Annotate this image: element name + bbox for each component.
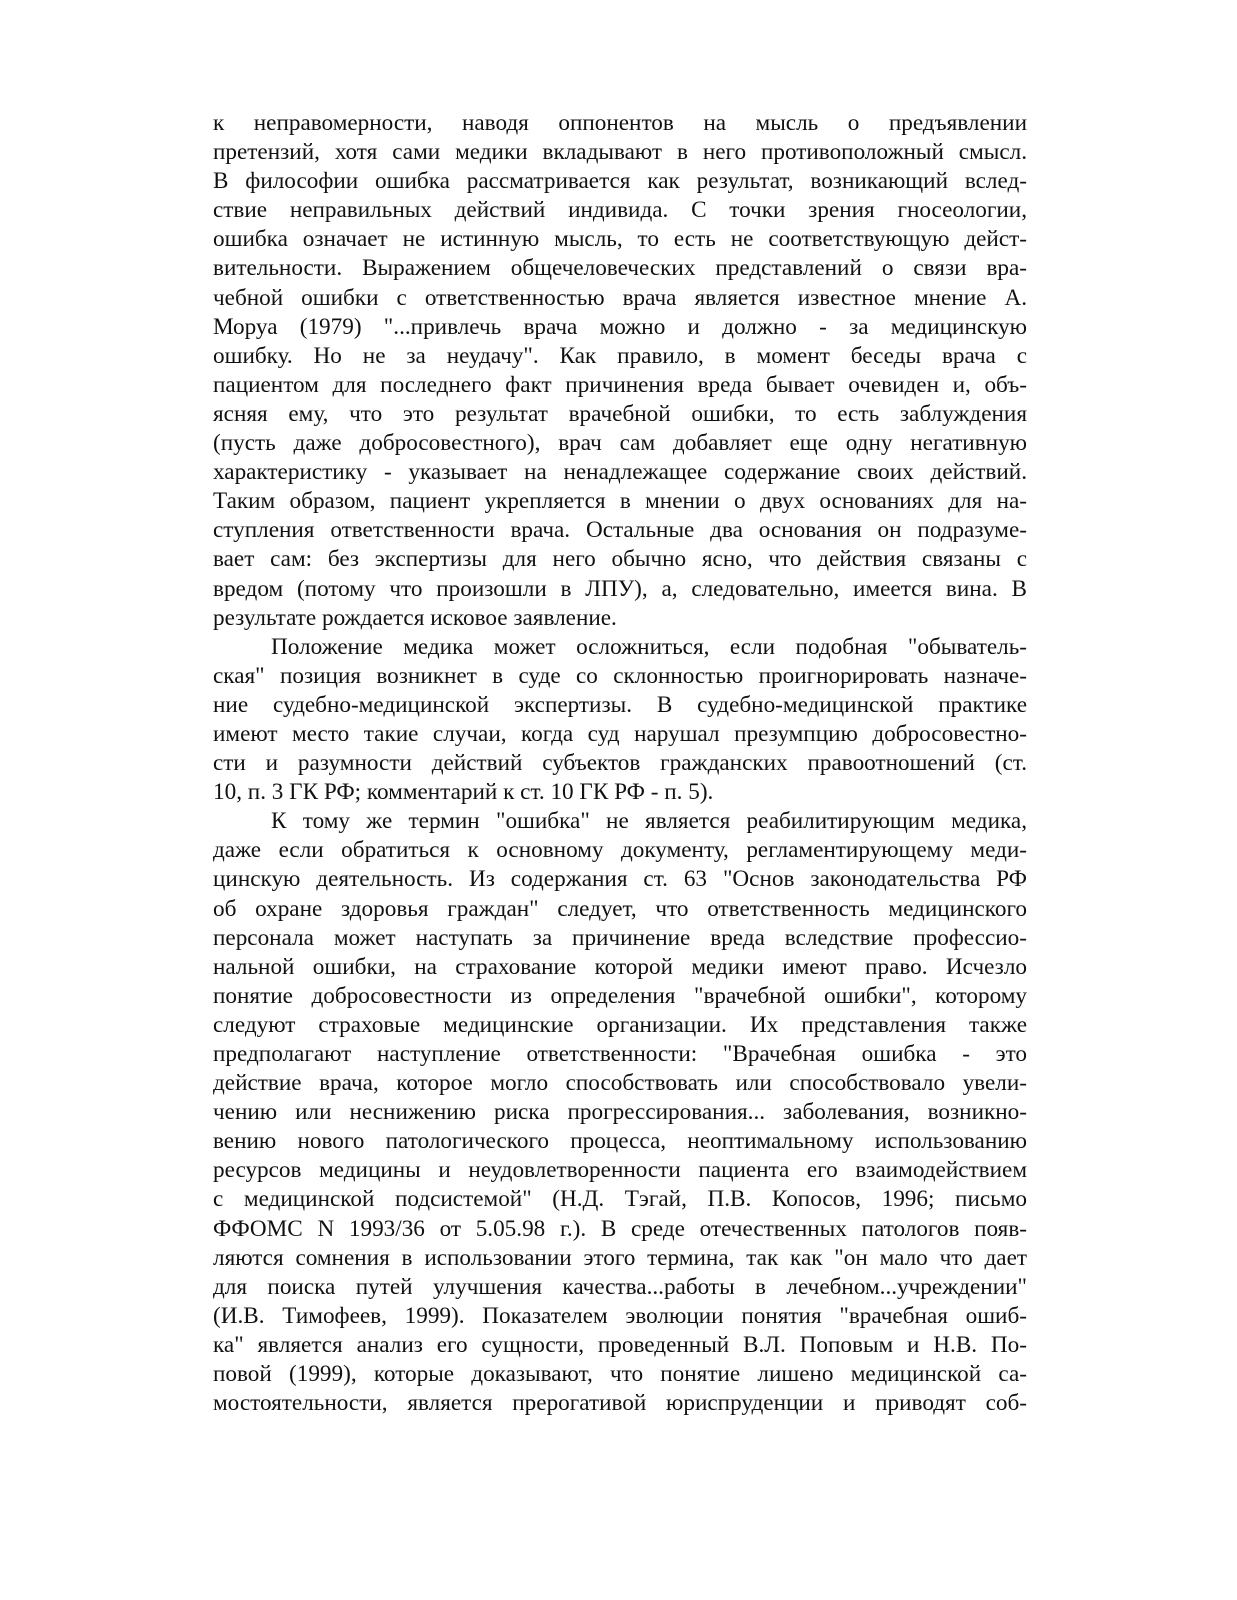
text-line: 10, п. 3 ГК РФ; комментарий к ст. 10 ГК РФ - п. 5). (213, 779, 714, 806)
text-line: ние судебно-медицинской экспертизы. В судебно-медицинской практике (213, 691, 1027, 718)
document-body (213, 109, 1027, 1418)
text-line: чебной ошибки с ответственностью врача является известное мнение А. (213, 284, 1027, 311)
text-line: вредом (потому что произошли в ЛПУ), а, следовательно, имеется вина. В (213, 575, 1027, 602)
text-line: цинскую деятельность. Из содержания ст. 63 "Основ законодательства РФ (213, 866, 1027, 893)
paragraph-2 (213, 633, 1027, 808)
text-line: ступления ответственности врача. Остальные два основания он подразуме- (213, 517, 1027, 544)
text-line: вению нового патологического процесса, неоптимальному использованию (213, 1128, 1027, 1155)
text-line: следуют страховые медицинские организации. Их представления также (213, 1011, 1027, 1038)
text-line: чению или неснижению риска прогрессирования... заболевания, возникно- (213, 1099, 1027, 1126)
text-line: сти и разумности действий субъектов гражданских правоотношений (ст. (213, 750, 1027, 777)
text-line: характеристику - указывает на ненадлежащее содержание своих действий. (213, 459, 1027, 486)
text-line: об охране здоровья граждан" следует, что ответственность медицинского (213, 895, 1027, 922)
text-line: даже если обратиться к основному документу, регламентирующему меди- (213, 837, 1027, 864)
text-line: к неправомерности, наводя оппонентов на мысль о предъявлении (213, 110, 1027, 136)
text-line: для поиска путей улучшения качества...работы в лечебном...учреждении" (213, 1273, 1027, 1300)
text-line: ка" является анализ его сущности, проведенный В.Л. Поповым и Н.В. По- (213, 1331, 1027, 1358)
text-line: Положение медика может осложниться, если подобная "обыватель- (271, 633, 1027, 660)
text-line: ошибка означает не истинную мысль, то есть не соответствующую дейст- (213, 226, 1027, 253)
text-line: ская" позиция возникнет в суде со склонностью проигнорировать назначе- (213, 662, 1027, 689)
text-line: (пусть даже добросовестного), врач сам добавляет еще одну негативную (213, 430, 1027, 457)
text-line: понятие добросовестности из определения "врачебной ошибки", которому (213, 982, 1027, 1009)
text-line: имеют место такие случаи, когда суд нарушал презумпцию добросовестно- (213, 720, 1027, 747)
text-line: персонала может наступать за причинение вреда вследствие профессио- (213, 924, 1027, 951)
text-line: ствие неправильных действий индивида. С точки зрения гносеологии, (213, 197, 1027, 224)
text-line: претензий, хотя сами медики вкладывают в него противоположный смысл. (213, 139, 1027, 166)
paragraph-1 (213, 109, 1027, 633)
text-line: повой (1999), которые доказывают, что понятие лишено медицинской са- (213, 1361, 1027, 1388)
text-line: ФФОМС N 1993/36 от 5.05.98 г.). В среде отечественных патологов появ- (213, 1215, 1027, 1242)
text-line: результате рождается исковое заявление. (213, 604, 617, 631)
text-line: вает сам: без экспертизы для него обычно ясно, что действия связаны с (213, 546, 1027, 573)
text-line: предполагают наступление ответственности: "Врачебная ошибка - это (213, 1041, 1027, 1067)
text-line: ресурсов медицины и неудовлетворенности пациента его взаимодействием (213, 1157, 1027, 1184)
text-line: Моруа (1979) "...привлечь врача можно и должно - за медицинскую (213, 313, 1027, 340)
paragraph-3 (213, 807, 1027, 1418)
text-line: ляются сомнения в использовании этого термина, так как "он мало что дает (213, 1244, 1027, 1271)
text-line: с медицинской подсистемой" (Н.Д. Тэгай, П.В. Копосов, 1996; письмо (213, 1186, 1027, 1213)
text-line: К тому же термин "ошибка" не является реабилитирующим медика, (271, 808, 1027, 835)
text-line: Таким образом, пациент укрепляется в мнении о двух основаниях для на- (213, 488, 1027, 515)
text-line: действие врача, которое могло способствовать или способствовало увели- (213, 1070, 1027, 1097)
text-line: нальной ошибки, на страхование которой медики имеют право. Исчезло (213, 953, 1027, 980)
text-line: мостоятельности, является прерогативой юриспруденции и приводят соб- (213, 1390, 1027, 1417)
text-line: пациентом для последнего факт причинения вреда бывает очевиден и, объ- (213, 371, 1027, 398)
text-line: В философии ошибка рассматривается как результат, возникающий вслед- (213, 168, 1027, 195)
text-line: ясняя ему, что это результат врачебной ошибки, то есть заблуждения (213, 400, 1027, 427)
text-line: ошибку. Но не за неудачу". Как правило, в момент беседы врача с (213, 342, 1027, 369)
text-line: вительности. Выражением общечеловеческих представлений о связи вра- (213, 255, 1027, 282)
text-line: (И.В. Тимофеев, 1999). Показателем эволюции понятия "врачебная ошиб- (213, 1302, 1027, 1329)
